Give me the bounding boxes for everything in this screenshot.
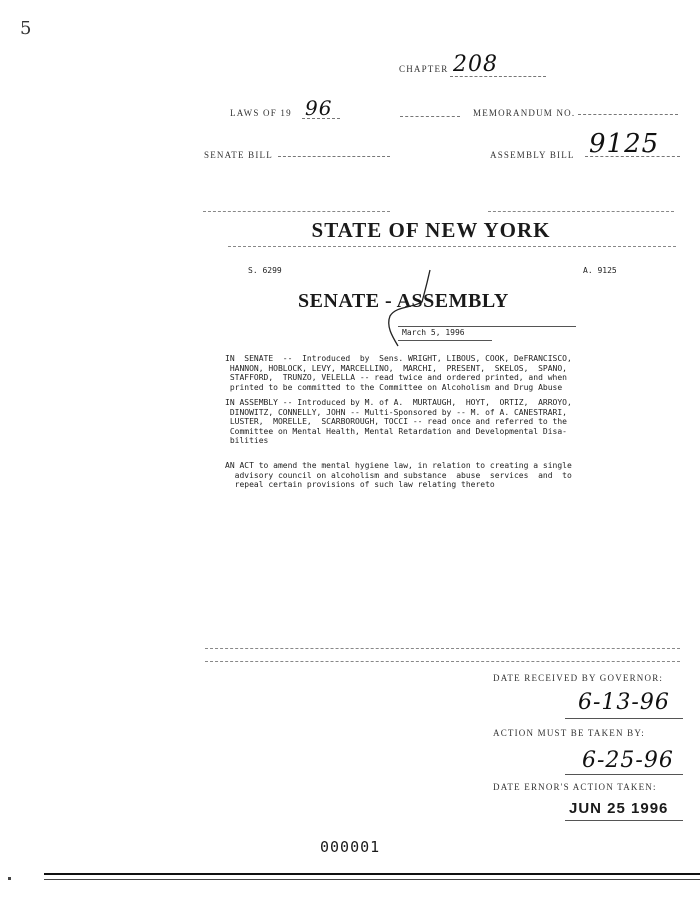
assembly-bill-field — [585, 129, 680, 159]
text-line: DINOWITZ, CONNELLY, JOHN -- Multi-Sponsored by -- M. of A. CANESTRARI, — [225, 407, 567, 417]
received-date: 6-13-96 — [578, 690, 670, 715]
received-label: DATE RECEIVED BY GOVERNOR: — [493, 673, 664, 683]
senate-bill-field — [278, 156, 390, 157]
title-underline — [228, 246, 676, 247]
action-taken-label: DATE ERNOR'S ACTION TAKEN: — [493, 782, 657, 792]
laws-trailing-line — [400, 116, 460, 117]
assembly-bill-value: 9125 — [589, 129, 660, 159]
separator-left — [203, 211, 390, 212]
text-line: STAFFORD, TRUNZO, VELELLA -- read twice and ordered printed, and when — [225, 373, 567, 383]
page-number: 000001 — [320, 838, 381, 856]
assembly-introduction — [225, 398, 572, 446]
senate-bill-number: S. 6299 — [248, 266, 282, 275]
received-date-line — [565, 718, 683, 719]
separator-right — [488, 211, 674, 212]
laws-label: LAWS OF 19 — [230, 108, 292, 118]
text-line: repeal certain provisions of such law relating thereto — [225, 480, 495, 490]
chapter-label: CHAPTER — [399, 64, 449, 74]
text-line: printed to be committed to the Committee on Alcoholism and Drug Abuse — [225, 382, 563, 392]
text-line: AN ACT to amend the mental hygiene law, in relation to creating a single — [225, 461, 572, 470]
bottom-rule-thin — [44, 879, 700, 880]
laws-value: 96 — [305, 96, 333, 120]
laws-field — [302, 96, 340, 120]
senate-introduction — [225, 354, 572, 392]
action-taken-date-stamp: JUN 25 1996 — [569, 800, 669, 817]
action-taken-date-line — [565, 820, 683, 821]
action-by-label: ACTION MUST BE TAKEN BY: — [493, 728, 645, 738]
text-line: IN SENATE -- Introduced by Sens. WRIGHT, LIBOUS, COOK, DeFRANCISCO, — [225, 354, 572, 363]
chapter-field — [450, 52, 546, 77]
memorandum-label: MEMORANDUM NO. — [473, 108, 576, 118]
chapter-value: 208 — [453, 52, 498, 77]
act-description — [225, 461, 572, 490]
senate-bill-label: SENATE BILL — [204, 150, 273, 160]
document-title: STATE OF NEW YORK — [311, 218, 551, 242]
corner-dot — [8, 877, 11, 880]
text-line: IN ASSEMBLY -- Introduced by M. of A. MURTAUGH, HOYT, ORTIZ, ARROYO, — [225, 398, 572, 407]
text-line: bilities — [225, 436, 269, 446]
date-overline — [398, 326, 576, 327]
lower-separator-1 — [205, 648, 680, 649]
corner-mark: 5 — [20, 18, 32, 39]
action-by-date-line — [565, 774, 683, 775]
text-line: LUSTER, MORELLE, SCARBOROUGH, TOCCI -- read once and referred to the — [225, 417, 567, 427]
bill-date: March 5, 1996 — [402, 328, 465, 337]
assembly-bill-number: A. 9125 — [583, 266, 617, 275]
text-line: HANNON, HOBLOCK, LEVY, MARCELLINO, MARCHI, PRESENT, SKELOS, SPANO, — [225, 363, 567, 373]
memorandum-field — [578, 114, 678, 115]
assembly-bill-label: ASSEMBLY BILL — [490, 150, 575, 160]
text-line: advisory council on alcoholism and substance abuse services and to — [225, 470, 572, 480]
bottom-rule-thick — [44, 873, 700, 875]
text-line: Committee on Mental Health, Mental Retardation and Developmental Disa- — [225, 426, 567, 436]
lower-separator-2 — [205, 661, 680, 662]
date-underline — [398, 340, 492, 341]
document-subtitle: SENATE - ASSEMBLY — [298, 290, 509, 312]
action-by-date: 6-25-96 — [582, 748, 674, 773]
